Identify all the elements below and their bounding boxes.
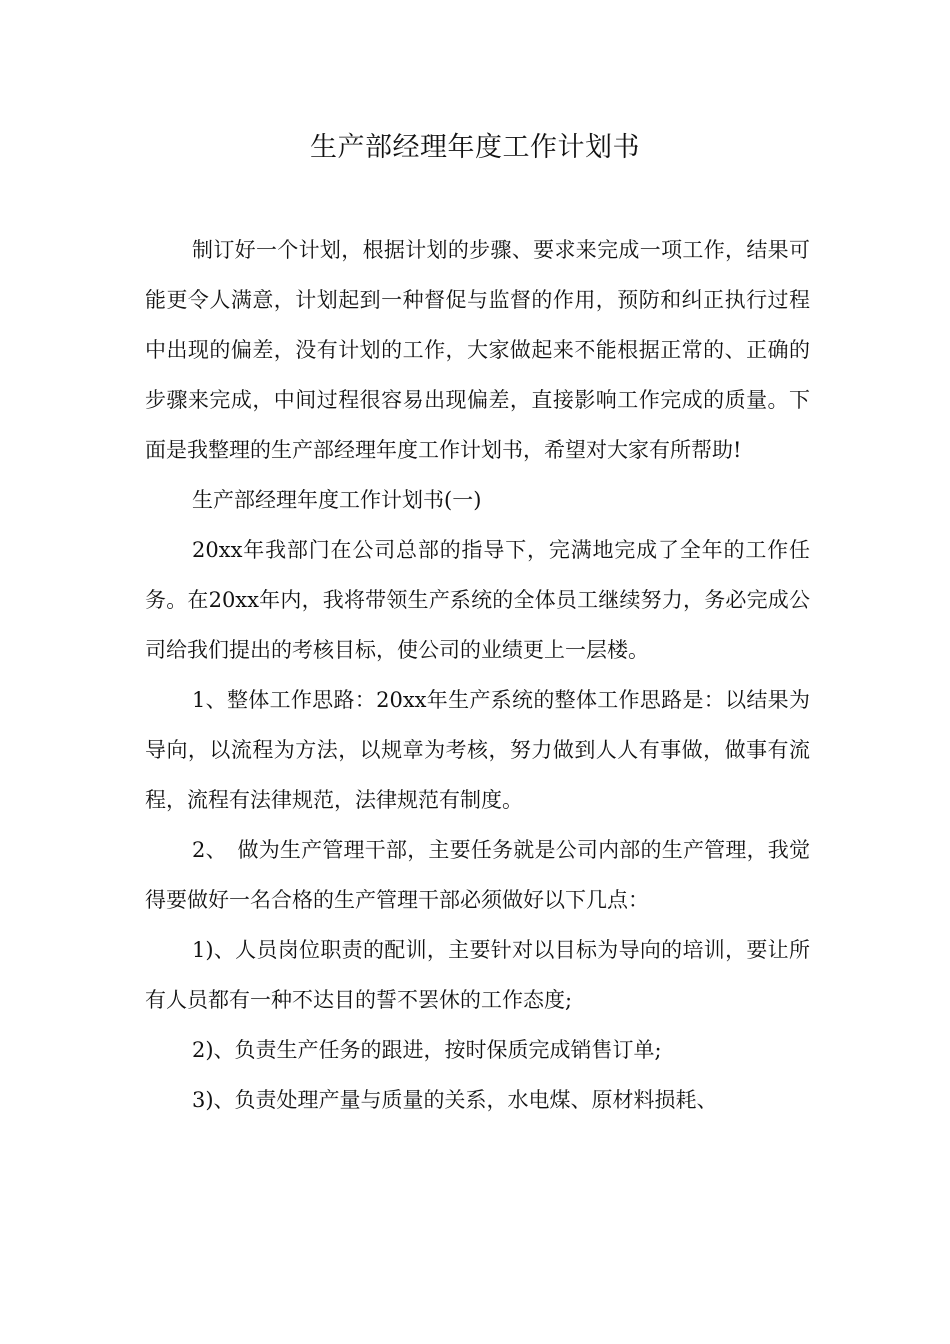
document-body	[145, 225, 810, 1125]
paragraph-subitem-2: 2)、负责生产任务的跟进，按时保质完成销售订单;	[192, 1038, 662, 1062]
paragraph-subitem-3: 3)、负责处理产量与质量的关系，水电煤、原材料损耗、	[192, 1088, 718, 1112]
paragraph-intro: 制订好一个计划，根据计划的步骤、要求来完成一项工作，结果可能更令人满意，计划起到一种督促与监督的作用，预防和纠正执行过程中出现的偏差，没有计划的工作，大家做起来不能根据正常的、正确的步骤来完成，中间过程很容易出现偏差，直接影响工作完成的质量。下面是我整理的生产部经理年度工作计划书，希望对大家有所帮助!	[145, 238, 810, 462]
paragraph-subitem-1: 1)、人员岗位职责的配训，主要针对以目标为导向的培训，要让所有人员都有一种不达目的誓不罢休的工作态度;	[145, 938, 810, 1012]
paragraph-summary: 20xx年我部门在公司总部的指导下，完满地完成了全年的工作任务。在20xx年内，我将带领生产系统的全体员工继续努力，务必完成公司给我们提出的考核目标，使公司的业绩更上一层楼。	[145, 538, 810, 662]
paragraph-item-1: 1、整体工作思路：20xx年生产系统的整体工作思路是：以结果为导向，以流程为方法，以规章为考核，努力做到人人有事做，做事有流程，流程有法律规范，法律规范有制度。	[145, 688, 810, 812]
paragraph-section-heading: 生产部经理年度工作计划书(一)	[192, 488, 482, 512]
document-title: 生产部经理年度工作计划书	[310, 132, 640, 163]
paragraph-item-2: 2、 做为生产管理干部，主要任务就是公司内部的生产管理，我觉得要做好一名合格的生产管理干部必须做好以下几点：	[145, 838, 810, 912]
